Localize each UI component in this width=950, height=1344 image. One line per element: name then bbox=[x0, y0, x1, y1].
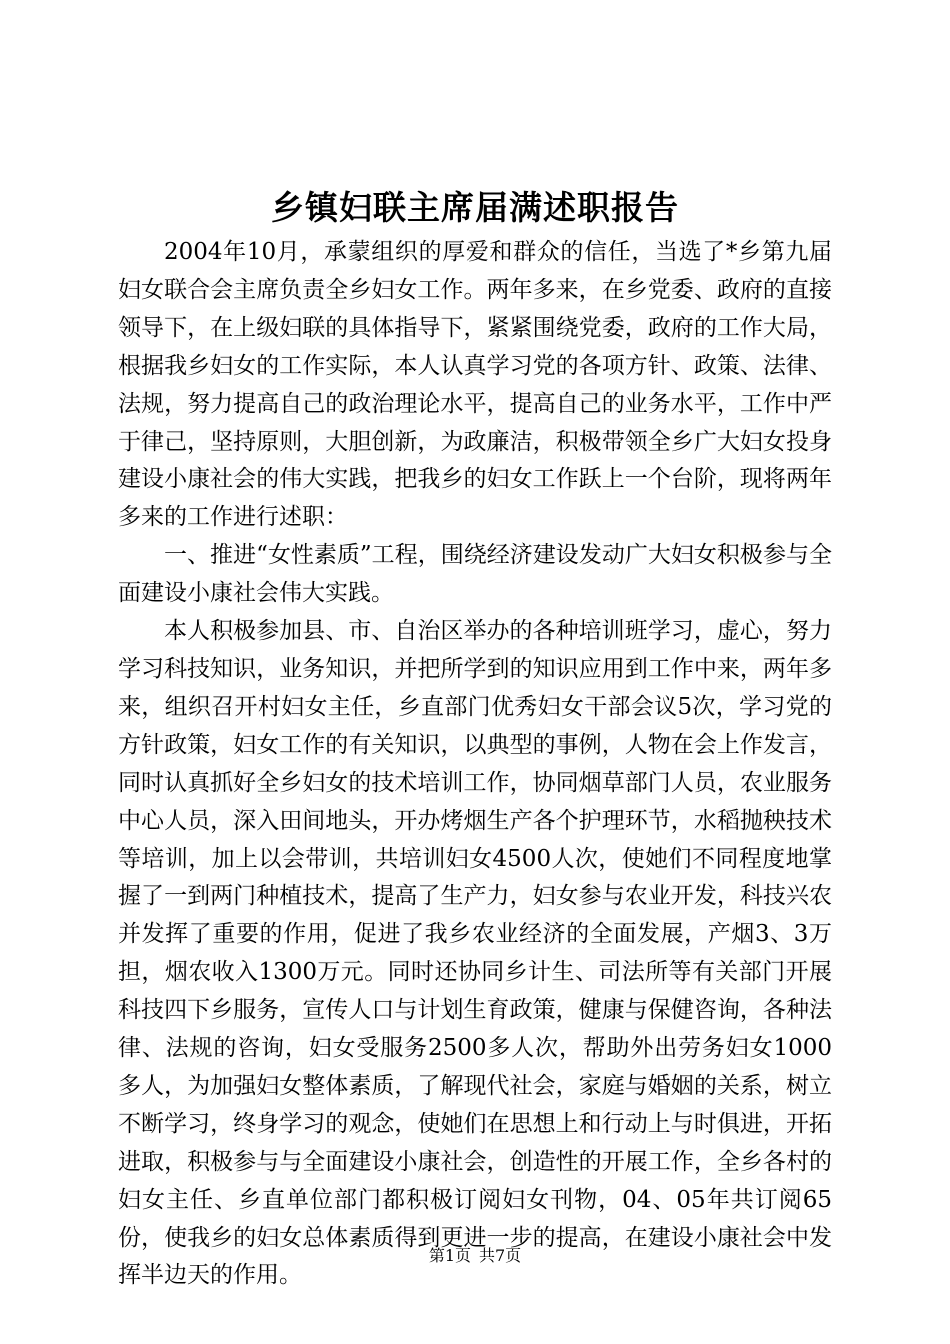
document-body bbox=[118, 234, 832, 1295]
page-count: 共7页 bbox=[479, 1246, 522, 1265]
body-paragraph: 2004年10月，承蒙组织的厚爱和群众的信任，当选了*乡第九届妇女联合会主席负责全乡妇女工作。两年多来，在乡党委、政府的直接领导下，在上级妇联的具体指导下，紧紧围绕党委，政府的工作大局，根据我乡妇女的工作实际，本人认真学习党的各项方针、政策、法律、法规，努力提高自己的政治理论水平，提高自己的业务水平，工作中严于律己，坚持原则，大胆创新，为政廉洁，积极带领全乡广大妇女投身建设小康社会的伟大实践，把我乡的妇女工作跃上一个台阶，现将两年多来的工作进行述职： bbox=[118, 239, 832, 531]
section-heading: 一、推进“女性素质”工程，围绕经济建设发动广大妇女积极参与全面建设小康社会伟大实践。 bbox=[118, 542, 832, 607]
page-footer bbox=[0, 1244, 950, 1268]
body-paragraph: 本人积极参加县、市、自治区举办的各种培训班学习，虚心，努力学习科技知识，业务知识，并把所学到的知识应用到工作中来，两年多来，组织召开村妇女主任，乡直部门优秀妇女干部会议5次，学习党的方针政策，妇女工作的有关知识，以典型的事例，人物在会上作发言，同时认真抓好全乡妇女的技术培训工作，协同烟草部门人员，农业服务中心人员，深入田间地头，开办烤烟生产各个护理环节，水稻抛秧技术等培训，加上以会带训，共培训妇女4500人次，使她们不同程度地掌握了一到两门种植技术，提高了生产力，妇女参与农业开发，科技兴农并发挥了重要的作用，促进了我乡农业经济的全面发展，产烟3、3万担，烟农收入1300万元。同时还协同乡计生、司法所等有关部门开展科技四下乡服务，宣传人口与计划生育政策，健康与保健咨询，各种法律、法规的咨询，妇女受服务2500多人次，帮助外出劳务妇女1000多人，为加强妇女整体素质，了解现代社会，家庭与婚姻的关系，树立不断学习，终身学习的观念，使她们在思想上和行动上与时俱进，开拓进取，积极参与与全面建设小康社会，创造性的开展工作，全乡各村的妇女主任、乡直单位部门都积极订阅妇女刊物，04、05年共订阅65份，使我乡的妇女总体素质得到更进一步的提高，在建设小康社会中发挥半边天的作用。 bbox=[118, 618, 832, 1289]
page-number: 第1页 bbox=[428, 1246, 471, 1265]
document-title: 乡镇妇联主席届满述职报告 bbox=[271, 188, 679, 227]
